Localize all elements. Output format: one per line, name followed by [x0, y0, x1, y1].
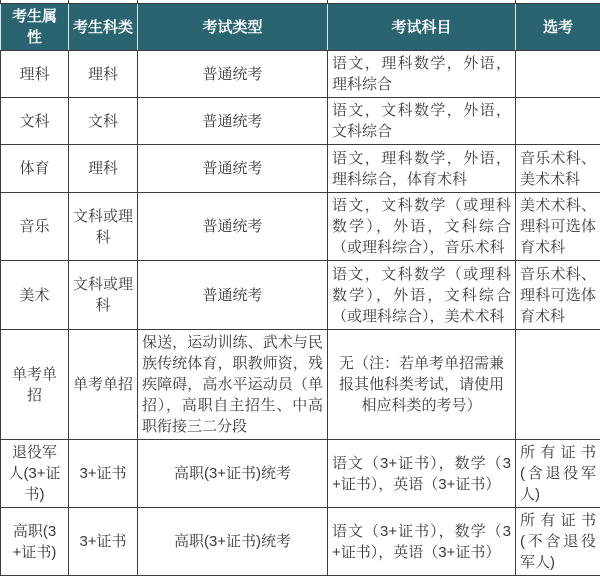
table-header — [1, 0, 600, 51]
column-header-candidate-category: 考生科类 — [69, 4, 138, 51]
table-row-separate-exam-enrollment — [1, 330, 600, 440]
cell-exam-subjects: 语文，理科数学，外语，理科综合 — [328, 51, 516, 98]
cell-candidate-attribute: 单考单招 — [1, 330, 69, 440]
cell-candidate-category: 文科或理科 — [69, 193, 138, 261]
cell-candidate-attribute: 理科 — [1, 51, 69, 98]
cell-candidate-attribute: 退役军人(3+证书) — [1, 440, 69, 508]
cell-elective: 音乐术科、理科可选体育术科 — [516, 261, 600, 330]
cell-exam-subjects: 语文（3+证书），数学（3+证书），英语（3+证书） — [328, 440, 516, 508]
cell-elective: 所有证书(不含退役军人) — [516, 508, 600, 576]
cell-exam-type: 普通统考 — [138, 51, 328, 98]
cell-candidate-attribute: 文科 — [1, 98, 69, 145]
cell-elective: 所有证书(含退役军人) — [516, 440, 600, 508]
column-header-candidate-attribute: 考生属性 — [1, 4, 69, 51]
cell-elective — [516, 330, 600, 440]
cell-exam-type: 普通统考 — [138, 193, 328, 261]
cell-elective: 音乐术科、美术术科 — [516, 145, 600, 193]
cell-elective — [516, 51, 600, 98]
cell-exam-type: 高职(3+证书)统考 — [138, 508, 328, 576]
table-row-liberal-arts — [1, 98, 600, 145]
cell-candidate-category: 3+证书 — [69, 508, 138, 576]
cell-exam-type: 保送，运动训练、武术与民族传统体育，职教师资，残疾障碍，高水平运动员（单招），高职自主招生、中高职衔接三二分段 — [138, 330, 328, 440]
table-body — [1, 51, 600, 576]
cell-candidate-category: 理科 — [69, 145, 138, 193]
cell-exam-subjects: 语文，文科数学，外语，文科综合 — [328, 98, 516, 145]
cell-exam-subjects: 语文，文科数学（或理科数学），外语，文科综合（或理科综合），美术术科 — [328, 261, 516, 330]
cell-exam-subjects: 无（注：若单考单招需兼报其他科类考试，请使用相应科类的考号） — [328, 330, 516, 440]
cell-candidate-attribute: 美术 — [1, 261, 69, 330]
cell-candidate-category: 文科 — [69, 98, 138, 145]
cell-elective: 美术术科、理科可选体育术科 — [516, 193, 600, 261]
cell-exam-type: 普通统考 — [138, 98, 328, 145]
table-row-like-science — [1, 51, 600, 98]
table-row-veterans-3-cert — [1, 440, 600, 508]
cell-candidate-category: 理科 — [69, 51, 138, 98]
table-row-music — [1, 193, 600, 261]
column-header-elective: 选考 — [516, 4, 600, 51]
cell-exam-subjects: 语文，理科数学，外语，理科综合，体育术科 — [328, 145, 516, 193]
table-row-sports — [1, 145, 600, 193]
cell-exam-type: 普通统考 — [138, 145, 328, 193]
cell-candidate-attribute: 音乐 — [1, 193, 69, 261]
cell-candidate-category: 单考单招 — [69, 330, 138, 440]
cell-candidate-attribute: 体育 — [1, 145, 69, 193]
cell-candidate-attribute: 高职(3+证书) — [1, 508, 69, 576]
table-row-fine-arts — [1, 261, 600, 330]
header-row — [1, 4, 600, 51]
table-row-vocational-3-cert — [1, 508, 600, 576]
cell-exam-type: 高职(3+证书)统考 — [138, 440, 328, 508]
cell-exam-type: 普通统考 — [138, 261, 328, 330]
cell-exam-subjects: 语文（3+证书），数学（3+证书），英语（3+证书） — [328, 508, 516, 576]
cell-exam-subjects: 语文，文科数学（或理科数学），外语，文科综合（或理科综合），音乐术科 — [328, 193, 516, 261]
cell-candidate-category: 3+证书 — [69, 440, 138, 508]
column-header-exam-type: 考试类型 — [138, 4, 328, 51]
cell-elective — [516, 98, 600, 145]
column-header-exam-subjects: 考试科目 — [328, 4, 516, 51]
cell-candidate-category: 文科或理科 — [69, 261, 138, 330]
